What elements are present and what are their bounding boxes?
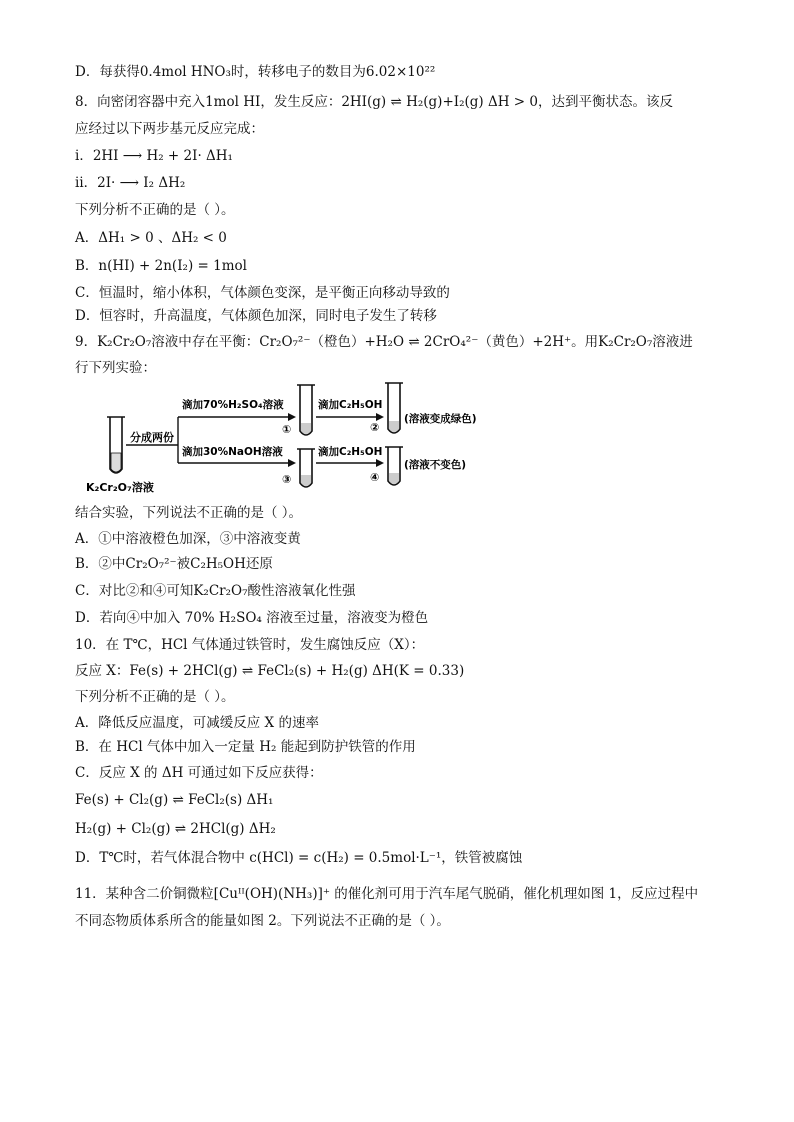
q8-option-b: B．n(HI) + 2n(I₂) = 1mol <box>75 258 247 274</box>
q10-reaction-x: 反应 X：Fe(s) + 2HCl(g) ⇌ FeCl₂(s) + H₂(g) ΔH(K = 0.33) <box>75 663 465 679</box>
q9-option-d: D．若向④中加入 70% H₂SO₄ 溶液至过量，溶液变为橙色 <box>75 610 429 626</box>
q9-question: 结合实验，下列说法不正确的是（ ）。 <box>75 505 303 521</box>
test-tube-3 <box>297 449 315 487</box>
top-arrow-label: 滴加70%H₂SO₄溶液 <box>182 399 284 411</box>
q8-stem-line1: 8．向密闭容器中充入1mol HI，发生反应：2HI(g) ⇌ H₂(g)+I₂(g) ΔH > 0，达到平衡状态。该反 <box>75 94 673 110</box>
q9-stem-line1: 9．K₂Cr₂O₇溶液中存在平衡：Cr₂O₇²⁻（橙色）+H₂O ⇌ 2CrO₄²⁻（黄色）+2H⁺。用K₂Cr₂O₇溶液进 <box>75 334 693 350</box>
tube-3-number: ③ <box>282 473 292 486</box>
tube-2-number: ② <box>370 421 380 434</box>
q10-option-a: A．降低反应温度，可减缓反应 X 的速率 <box>75 715 319 731</box>
q9-option-b: B．②中Cr₂O₇²⁻被C₂H₅OH还原 <box>75 556 273 572</box>
q8-option-a: A．ΔH₁ > 0 、ΔH₂ < 0 <box>75 230 227 246</box>
q8-stem-line2: 应经过以下两步基元反应完成： <box>75 121 264 137</box>
source-test-tube <box>107 417 125 473</box>
q10-option-d: D．T℃时，若气体混合物中 c(HCl) = c(H₂) = 0.5mol·L⁻¹，铁管被腐蚀 <box>75 850 523 866</box>
experiment-diagram <box>78 377 477 499</box>
q8-option-c: C．恒温时，缩小体积，气体颜色变深，是平衡正向移动导致的 <box>75 285 450 301</box>
bottom-arrow-label: 滴加30%NaOH溶液 <box>182 446 283 458</box>
ethanol-bottom-label: 滴加C₂H₅OH <box>318 446 383 458</box>
q10-equation-1: Fe(s) + Cl₂(g) ⇌ FeCl₂(s) ΔH₁ <box>75 792 274 808</box>
bottom-arrowhead <box>288 459 296 467</box>
q10-option-c: C．反应 X 的 ΔH 可通过如下反应获得： <box>75 765 323 781</box>
tube-4-number: ④ <box>370 471 380 484</box>
q10-stem-line1: 10．在 T℃，HCl 气体通过铁管时，发生腐蚀反应（X）： <box>75 637 425 653</box>
q9-option-c: C．对比②和④可知K₂Cr₂O₇酸性溶液氧化性强 <box>75 583 356 599</box>
q9-stem-line2: 行下列实验： <box>75 360 156 376</box>
q8-step-ii: ⅱ．2I· ⟶ I₂ ΔH₂ <box>75 175 186 191</box>
top-arrowhead <box>288 413 296 421</box>
q7-option-d: D．每获得0.4mol HNO₃时，转移电子的数目为6.02×10²² <box>75 64 436 80</box>
test-tube-2 <box>385 383 403 433</box>
q10-option-b: B．在 HCl 气体中加入一定量 H₂ 能起到防护铁管的作用 <box>75 739 416 755</box>
test-tube-1 <box>297 385 315 435</box>
q11-stem-line2: 不同态物质体系所含的能量如图 2。下列说法不正确的是（ ）。 <box>75 913 450 929</box>
note-bottom: (溶液不变色) <box>404 459 467 471</box>
note-top: (溶液变成绿色) <box>404 413 477 425</box>
q10-equation-2: H₂(g) + Cl₂(g) ⇌ 2HCl(g) ΔH₂ <box>75 821 276 837</box>
test-tube-4 <box>385 447 403 485</box>
q8-question: 下列分析不正确的是（ ）。 <box>75 202 235 218</box>
q11-stem-line1: 11．某种含二价铜微粒[Cuᴵᴵ(OH)(NH₃)]⁺ 的催化剂可用于汽车尾气脱硝，催化机理如图 1，反应过程中 <box>75 886 699 902</box>
q8-step-i: ⅰ．2HI ⟶ H₂ + 2I· ΔH₁ <box>75 148 233 164</box>
tube-1-number: ① <box>282 423 292 436</box>
source-label: K₂Cr₂O₇溶液 <box>86 481 154 494</box>
ethanol-top-label: 滴加C₂H₅OH <box>318 399 383 411</box>
q8-option-d: D．恒容时，升高温度，气体颜色加深，同时电子发生了转移 <box>75 308 437 324</box>
q9-option-a: A．①中溶液橙色加深，③中溶液变黄 <box>75 531 301 547</box>
split-label: 分成两份 <box>130 431 174 444</box>
q10-question: 下列分析不正确的是（ ）。 <box>75 689 235 705</box>
